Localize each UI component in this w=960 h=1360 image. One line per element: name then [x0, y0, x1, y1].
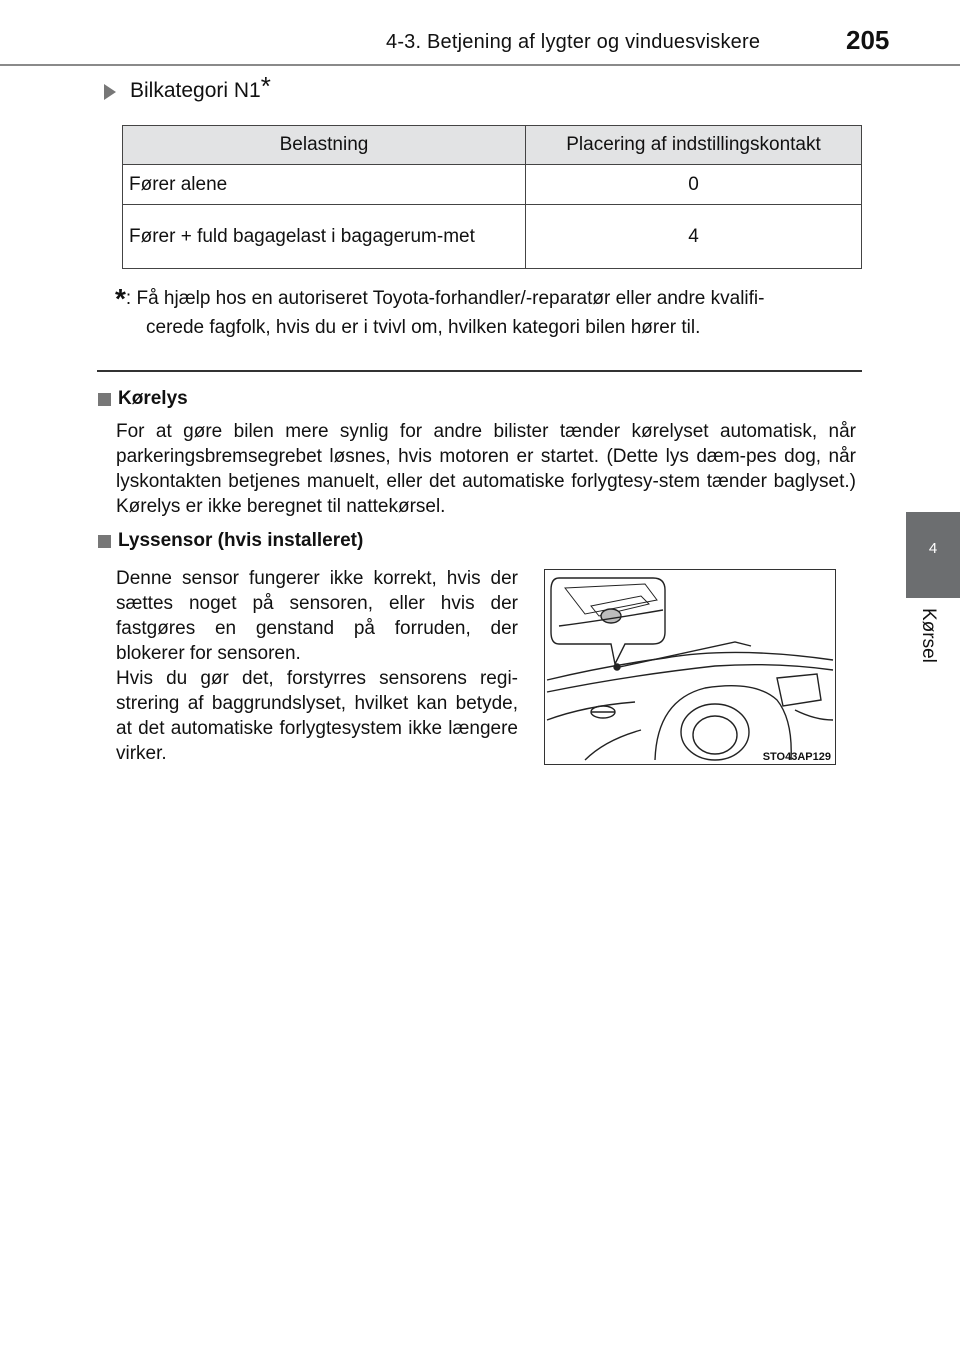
vehicle-category-title: Bilkategori N1 [130, 79, 261, 102]
square-bullet-icon [98, 535, 111, 548]
table-cell-load-text: Fører + fuld bagagelast i bagagerum-met [129, 226, 475, 247]
table-cell-position: 4 [526, 205, 862, 269]
lyssensor-heading [98, 530, 363, 552]
chapter-tab-label: Kørsel [918, 608, 939, 663]
table-row [123, 205, 862, 269]
korelys-title: Kørelys [118, 388, 188, 409]
page-number: 205 [846, 25, 890, 55]
table-row [123, 165, 862, 205]
load-setting-table [122, 125, 862, 269]
korelys-text: For at gøre bilen mere synlig for andre bilister tænder kørelyset automatisk, når parkeringsbremsegrebet løsnes, hvis motoren er startet. (Dette lys dæm-pes dog, når lyskontakten betjenes manuelt, eller det automatiske forlygtesy-stem tænder baglyset.) Kørelys er ikke beregnet til nattekørsel. [116, 421, 856, 517]
vehicle-category-heading [104, 71, 271, 103]
lyssensor-text-2: Hvis du gør det, forstyrres sensorens regi-strering af baggrundslyset, hvilket kan betyde, at det automatiske forlygtesystem ikke længere virker. [116, 668, 518, 764]
korelys-heading [98, 388, 188, 410]
square-bullet-icon [98, 393, 111, 406]
chapter-tab-number: 4 [928, 540, 938, 557]
figure-code: STO43AP129 [762, 751, 831, 763]
dashboard-sensor-drawing [545, 570, 835, 764]
lyssensor-text-1: Denne sensor fungerer ikke korrekt, hvis der sættes noget på sensoren, eller hvis der fastgøres en genstand på forruden, der blokerer for sensoren. [116, 568, 518, 664]
sensor-illustration [544, 569, 836, 765]
footnote-line-2: cerede fagfolk, hvis du er i tvivl om, hvilken kategori bilen hører til. [146, 317, 701, 338]
triangle-bullet-icon [104, 84, 116, 100]
table-cell-load [123, 205, 526, 269]
table-cell-load: Fører alene [123, 165, 526, 205]
lyssensor-title: Lyssensor (hvis installeret) [118, 530, 364, 551]
table-header-load: Belastning [123, 126, 526, 165]
section-divider [97, 370, 862, 372]
lyssensor-text [116, 566, 518, 766]
footnote-line-1: : Få hjælp hos en autoriseret Toyota-forhandler/-reparatør eller andre kvalifi- [125, 288, 765, 309]
header-rule [0, 64, 960, 66]
asterisk-mark: * [260, 71, 271, 101]
footnote [115, 280, 865, 342]
footnote-mark: * [115, 283, 126, 314]
table-header-position: Placering af indstillingskontakt [526, 126, 862, 165]
running-header: 4-3. Betjening af lygter og vinduesviskere [386, 31, 761, 53]
table-header-row [123, 126, 862, 165]
table-cell-position: 0 [526, 165, 862, 205]
